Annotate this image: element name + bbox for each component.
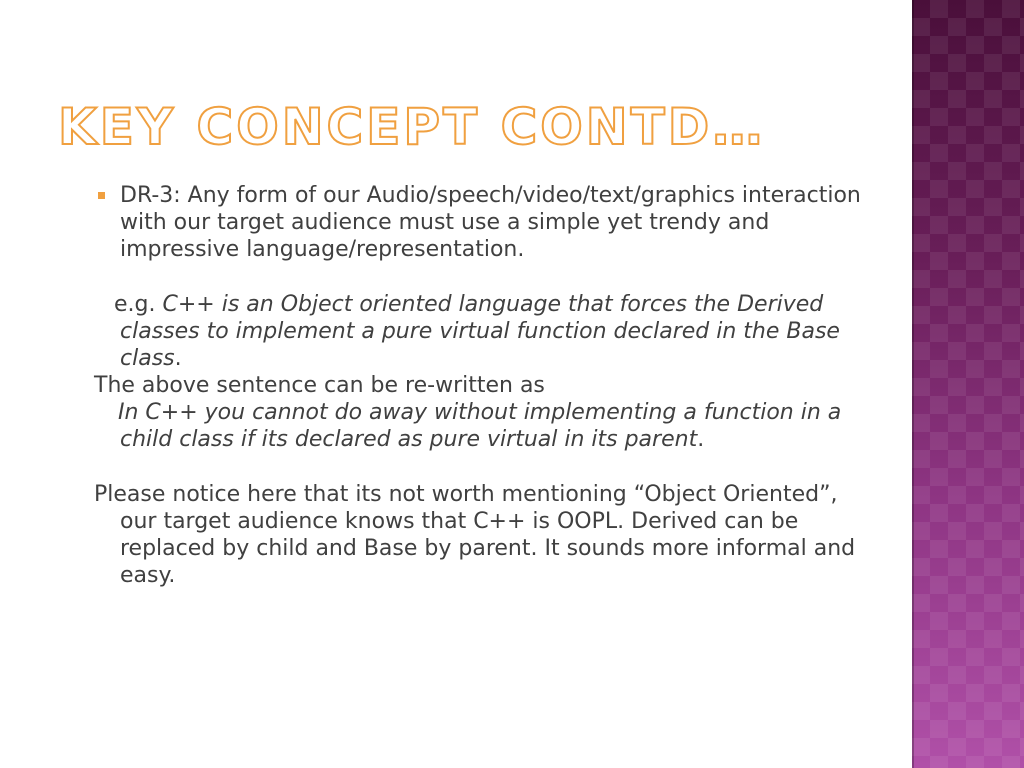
side-band-edge: [912, 0, 914, 768]
bullet-text: DR-3: Any form of our Audio/speech/video/text/graphics interaction with our target audience must use a simple yet trendy and impressive language/representation.: [120, 183, 861, 262]
example-prefix: e.g.: [114, 292, 156, 317]
diamond-pattern: [912, 0, 1024, 768]
notice-text: Please notice here that its not worth mentioning “Object Oriented”, our target audience knows that C++ is OOPL. Derived can be replaced by child and Base by parent. It sounds more informal and easy.: [94, 482, 856, 588]
example-italic-text: C++ is an Object oriented language that forces the Derived classes to implement a pure virtual function declared in the Base class: [120, 292, 840, 371]
rewrite-italic-text: In C++ you cannot do away without implementing a function in a child class if its declared as pure virtual in its parent: [118, 400, 842, 452]
rewrite-intro: [94, 372, 864, 399]
slide-title: KEY CONCEPT CONTD…: [58, 98, 766, 156]
decorative-side-band: [912, 0, 1024, 768]
bullet-square-icon: [98, 192, 105, 199]
bullet-item-dr3: [94, 182, 864, 263]
rewrite-suffix: .: [697, 427, 705, 452]
rewrite-intro-text: The above sentence can be re-written as: [94, 373, 545, 398]
slide-body: [94, 182, 864, 589]
spacer: [94, 263, 864, 291]
rewrite-paragraph: [94, 399, 864, 453]
example-suffix: .: [174, 346, 182, 371]
notice-paragraph: [94, 481, 864, 589]
spacer: [94, 453, 864, 481]
example-paragraph: [94, 291, 864, 372]
